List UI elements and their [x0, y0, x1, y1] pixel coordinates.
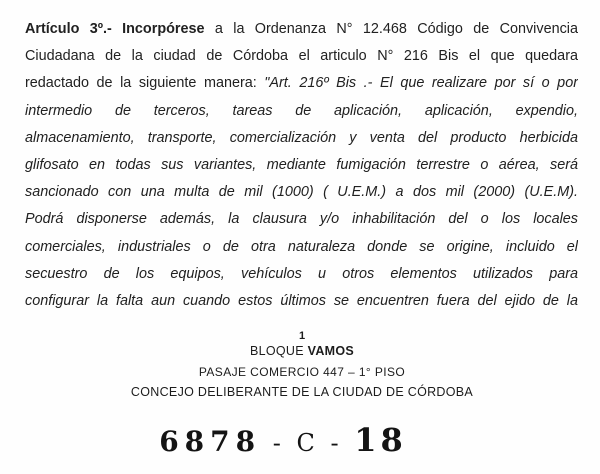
text-line: [25, 16, 578, 43]
quoted-article-start: "Art. 216º Bis .- El que realizare por sí o por: [264, 75, 578, 92]
text-line: [25, 43, 578, 70]
footer-organization: CONCEJO DELIBERANTE DE LA CIUDAD DE CÓRDOBA: [130, 385, 474, 399]
article-paragraph: [25, 16, 578, 315]
text-segment: secuestro de los equipos, vehículos u otros elementos utilizados para: [25, 265, 578, 282]
text-line: [25, 234, 578, 261]
text-line: [25, 206, 578, 233]
text-segment: intermedio de terceros, tareas de aplicación, aplicación, expendio,: [25, 102, 578, 119]
bloque-name: VAMOS: [307, 344, 355, 358]
page-footer: [2, 330, 600, 402]
text-segment: glifosato en todas sus variantes, mediante fumigación terrestre o aérea, será: [25, 156, 578, 173]
text-segment: configurar la falta aun cuando estos últimos se encuentren fuera del ejido de la: [25, 292, 578, 309]
text-line: [25, 261, 578, 288]
page-number: 1: [298, 330, 306, 342]
text-line: [25, 70, 578, 97]
text-line: [25, 179, 578, 206]
text-segment: redactado de la siguiente manera:: [25, 75, 265, 92]
article-heading: Artículo 3º.- Incorpórese: [25, 21, 205, 37]
text-line: [25, 288, 578, 315]
text-segment: Ciudadana de la ciudad de Córdoba el articulo N° 216 Bis el que quedara: [25, 48, 578, 65]
text-line: [25, 152, 578, 179]
text-segment: almacenamiento, transporte, comercialización y venta del producto herbicida: [25, 129, 578, 146]
text-segment: Podrá disponerse además, la clausura y/o inhabilitación del o los locales: [25, 211, 578, 228]
stamp-separator: - C -: [261, 429, 355, 457]
stamp-year: 18: [354, 421, 407, 459]
stamp-number: 6878: [159, 425, 262, 458]
footer-bloque-line: [2, 343, 600, 360]
footer-address: PASAJE COMERCIO 447 – 1° PISO: [198, 365, 406, 379]
text-line: [25, 98, 578, 125]
text-segment: a la Ordenanza N° 12.468 Código de Convivencia: [204, 21, 578, 37]
file-number-stamp: [0, 421, 566, 459]
text-segment: sancionado con una multa de mil (1000) ( U.E.M.) a dos mil (2000) (U.E.M).: [25, 184, 578, 201]
text-line: [25, 125, 578, 152]
bloque-label: BLOQUE: [249, 344, 304, 358]
text-segment: comerciales, industriales o de otra naturaleza donde se origine, incluido el: [25, 238, 578, 255]
